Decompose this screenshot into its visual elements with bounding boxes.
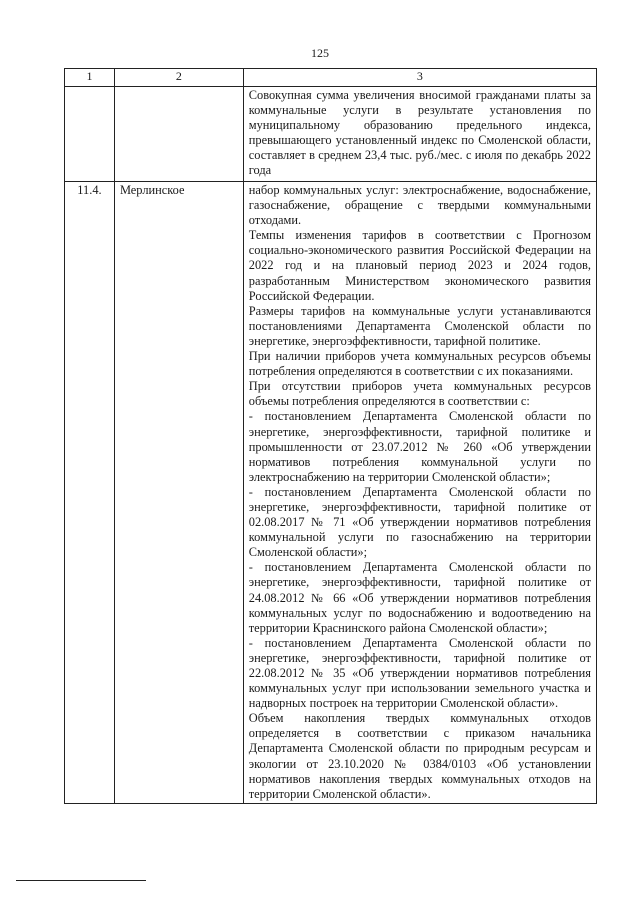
table-row [65,87,597,182]
page-number: 125 [311,46,329,60]
paragraph: - постановлением Департамента Смоленской области по энергетике, энергоэффективности, тарифной политике и промышленности от 23.07.2012 № 260 «Об утверждении нормативов потребления коммунальной услуги по электроснабжению на территории Смоленской области»; [248,409,591,484]
paragraph: Объем накопления твердых коммунальных отходов определяется в соответствии с приказом начальника Департамента Смоленской области по природным ресурсам и экологии от 23.10.2020 № 0384/0103 «Об установлении нормативов накопления твердых коммунальных отходов на территории Смоленской области». [248,711,591,801]
municipality-name: Мерлинское [114,182,243,804]
footnote-separator-line [16,880,146,881]
table-row [65,182,597,804]
paragraph: - постановлением Департамента Смоленской области по энергетике, энергоэффективности, тарифной политике от 22.08.2012 № 35 «Об утверждении нормативов потребления коммунальных услуг при использовании земельного участка и надворных построек на территории Смоленской области». [248,635,591,711]
description-cell [243,87,596,182]
paragraph: - постановлением Департамента Смоленской области по энергетике, энергоэффективности, тарифной политике от 02.08.2017 № 71 «Об утверждении нормативов потребления коммунальной услуги по газоснабжению на территории Смоленской области»; [248,484,591,560]
header-cell-1: 1 [65,69,115,87]
paragraph: При наличии приборов учета коммунальных ресурсов объемы потребления определяются в соответствии с их показаниями. [248,349,591,379]
paragraph: набор коммунальных услуг: электроснабжение, водоснабжение, газоснабжение, обращение с твердыми коммунальными отходами. [248,183,591,228]
row-number [65,87,115,182]
header-cell-3: 3 [243,69,596,87]
row-number: 11.4. [65,182,115,804]
paragraph: Совокупная сумма увеличения вносимой гражданами платы за коммунальные услуги в результате установления по муниципальному образованию предельного индекса, превышающего установленный индекс по Смоленской области, составляет в среднем 23,4 тыс. руб./мес. с июля по декабрь 2022 года [248,88,591,178]
municipality-name [114,87,243,182]
paragraph: Размеры тарифов на коммунальные услуги устанавливаются постановлениями Департамента Смоленской области по энергетике, энергоэффективности, тарифной политике. [248,303,591,348]
paragraph: При отсутствии приборов учета коммунальных ресурсов объемы потребления определяются в соответствии с: [248,379,591,409]
tariff-table [64,68,597,804]
paragraph: - постановлением Департамента Смоленской области по энергетике, энергоэффективности, тарифной политике от 24.08.2012 № 66 «Об утверждении нормативов потребления коммунальных услуг по водоснабжению и водоотведению на территории Краснинского района Смоленской области»; [248,560,591,635]
table-header-row [65,69,597,87]
header-cell-2: 2 [114,69,243,87]
paragraph: Темпы изменения тарифов в соответствии с Прогнозом социально-экономического развития Российской Федерации на 2022 год и на плановый период 2023 и 2024 годов, разработанным Министерством экономического развития Российской Федерации. [248,228,591,303]
description-cell [243,182,596,804]
